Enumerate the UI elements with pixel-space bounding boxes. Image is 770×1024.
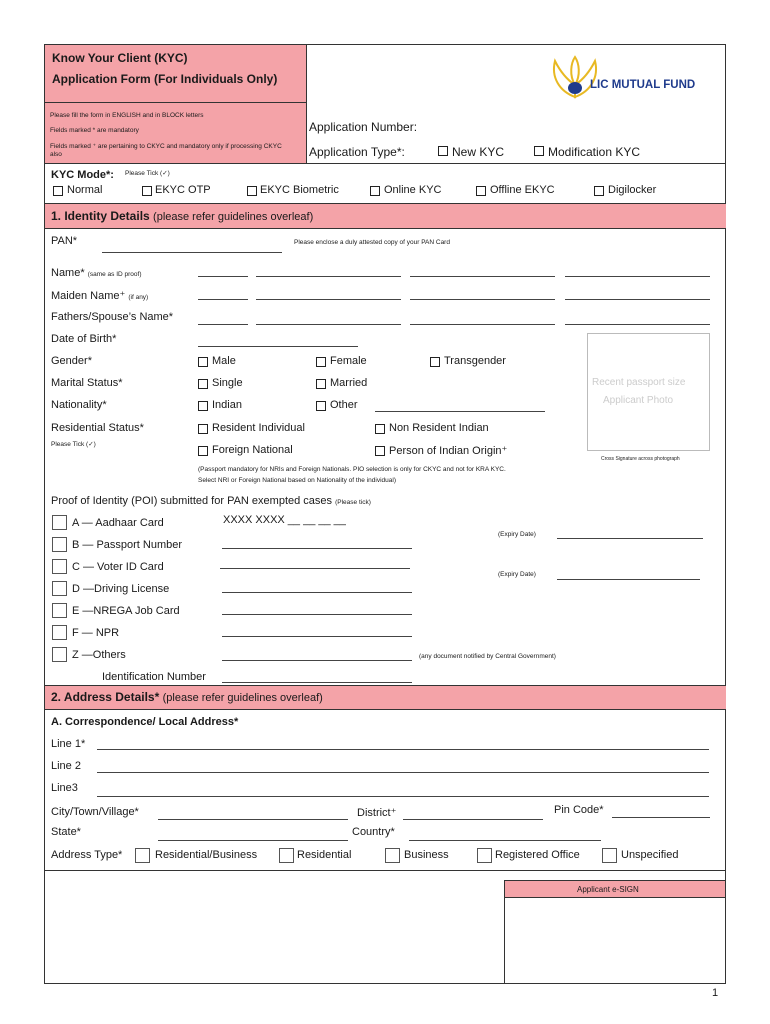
name-title-field[interactable] — [198, 276, 248, 277]
poi-others-label: Z —Others — [72, 649, 126, 661]
line3-label: Line3 — [51, 782, 78, 794]
kyc-normal-checkbox[interactable] — [53, 186, 63, 196]
resident-individual-label: Resident Individual — [212, 422, 305, 434]
kyc-mode-digilocker: Digilocker — [608, 184, 657, 196]
address-line3-field[interactable] — [97, 796, 709, 797]
nationality-other-label: Other — [330, 399, 358, 411]
nationality-indian-checkbox[interactable] — [198, 401, 208, 411]
npr-number-field[interactable] — [222, 636, 412, 637]
form-subtitle: Application Form (For Individuals Only) — [52, 72, 278, 86]
addr-type-residential: Residential — [297, 849, 352, 861]
addr-type-unspecified-checkbox[interactable] — [602, 848, 617, 863]
pan-label: PAN* — [51, 235, 78, 247]
gender-male-label: Male — [212, 355, 236, 367]
note-mandatory: Fields marked * are mandatory — [50, 127, 139, 134]
pio-checkbox[interactable] — [375, 446, 385, 456]
license-expiry-field[interactable] — [557, 579, 700, 580]
poi-passport-checkbox[interactable] — [52, 537, 67, 552]
poi-label: Proof of Identity (POI) submitted for PAN exempted cases (Please tick) — [51, 495, 371, 507]
new-kyc-checkbox[interactable] — [438, 146, 448, 156]
name-last-field[interactable] — [565, 276, 710, 277]
page-number: 1 — [712, 987, 719, 999]
address-line2-field[interactable] — [97, 772, 709, 773]
resident-individual-checkbox[interactable] — [198, 424, 208, 434]
logo-text: LIC MUTUAL FUND — [590, 79, 696, 91]
poi-nrega-checkbox[interactable] — [52, 603, 67, 618]
dob-field[interactable] — [198, 346, 358, 347]
application-number-label: Application Number: — [309, 120, 418, 134]
marital-status-label: Marital Status* — [51, 377, 123, 389]
expiry-label-1: (Expiry Date) — [498, 531, 536, 538]
district-field[interactable] — [403, 819, 543, 820]
name-label: Name* (same as ID proof) — [51, 267, 142, 279]
poi-npr-checkbox[interactable] — [52, 625, 67, 640]
dob-label: Date of Birth* — [51, 333, 117, 345]
state-field[interactable] — [158, 840, 348, 841]
modification-kyc-checkbox[interactable] — [534, 146, 544, 156]
kyc-mode-normal: Normal — [67, 184, 103, 196]
kyc-offline-ekyc-checkbox[interactable] — [476, 186, 486, 196]
addr-type-registered-office: Registered Office — [495, 849, 580, 861]
address-heading: 2. Address Details* (please refer guidelines overleaf) — [51, 690, 323, 704]
poi-aadhaar-label: A — Aadhaar Card — [72, 517, 164, 529]
maiden-title-field[interactable] — [198, 299, 248, 300]
note-ckyc: Fields marked ⁺ are pertaining to CKYC and mandatory only if processing CKYC — [50, 143, 282, 150]
father-middle-field[interactable] — [410, 324, 555, 325]
kyc-mode-tick: Please Tick (✓) — [125, 170, 170, 177]
gender-transgender-label: Transgender — [444, 355, 506, 367]
country-field[interactable] — [409, 840, 601, 841]
form-title: Know Your Client (KYC) — [52, 51, 188, 65]
pan-note: Please enclose a duly attested copy of your PAN Card — [294, 239, 450, 246]
addr-type-residential-business-checkbox[interactable] — [135, 848, 150, 863]
gender-male-checkbox[interactable] — [198, 357, 208, 367]
photo-text-1: Recent passport size — [592, 377, 686, 388]
kyc-ekyc-otp-checkbox[interactable] — [142, 186, 152, 196]
application-type-label: Application Type*: — [309, 145, 405, 159]
maiden-last-field[interactable] — [565, 299, 710, 300]
residential-status-label: Residential Status* — [51, 422, 144, 434]
father-first-field[interactable] — [256, 324, 401, 325]
kyc-mode-ekyc-biometric: EKYC Biometric — [260, 184, 339, 196]
poi-nrega-label: E —NREGA Job Card — [72, 605, 180, 617]
line1-label: Line 1* — [51, 738, 86, 750]
note-ckyc-also: also — [50, 151, 62, 158]
passport-number-field[interactable] — [222, 548, 412, 549]
kyc-ekyc-biometric-checkbox[interactable] — [247, 186, 257, 196]
kyc-online-checkbox[interactable] — [370, 186, 380, 196]
father-last-field[interactable] — [565, 324, 710, 325]
marital-married-checkbox[interactable] — [316, 379, 326, 389]
note-english: Please fill the form in ENGLISH and in BLOCK letters — [50, 112, 204, 119]
foreign-national-checkbox[interactable] — [198, 446, 208, 456]
identification-number-label: Identification Number — [102, 671, 206, 683]
poi-voter-checkbox[interactable] — [52, 559, 67, 574]
others-note: (any document notified by Central Government) — [419, 653, 556, 660]
state-label: State* — [51, 826, 81, 838]
district-label: District⁺ — [357, 807, 397, 819]
addr-type-business: Business — [404, 849, 449, 861]
poi-voter-label: C — Voter ID Card — [72, 561, 164, 573]
others-document-field[interactable] — [222, 660, 412, 661]
nri-checkbox[interactable] — [375, 424, 385, 434]
poi-aadhaar-checkbox[interactable] — [52, 515, 67, 530]
pin-code-label: Pin Code* — [554, 804, 604, 816]
kyc-mode-offline-ekyc: Offline EKYC — [490, 184, 555, 196]
cross-signature-note: Cross Signature across photograph — [601, 456, 680, 462]
gender-female-label: Female — [330, 355, 367, 367]
pin-code-field[interactable] — [612, 817, 710, 818]
new-kyc-label: New KYC — [452, 145, 505, 159]
name-first-field[interactable] — [256, 276, 401, 277]
photo-box[interactable] — [587, 333, 710, 451]
nationality-indian-label: Indian — [212, 399, 242, 411]
identification-number-field[interactable] — [222, 682, 412, 683]
maiden-first-field[interactable] — [256, 299, 401, 300]
esign-box[interactable] — [504, 897, 726, 984]
marital-married-label: Married — [330, 377, 368, 389]
city-label: City/Town/Village* — [51, 806, 139, 818]
residential-footnote-1: (Passport mandatory for NRIs and Foreign Nationals. PIO selection is only for CKYC and not for KRA KYC. — [198, 466, 506, 473]
poi-npr-label: F — NPR — [72, 627, 120, 639]
addr-type-residential-business: Residential/Business — [155, 849, 258, 861]
marital-single-checkbox[interactable] — [198, 379, 208, 389]
gender-female-checkbox[interactable] — [316, 357, 326, 367]
modification-kyc-label: Modification KYC — [548, 145, 641, 159]
addr-type-registered-office-checkbox[interactable] — [477, 848, 492, 863]
nri-label: Non Resident Indian — [389, 422, 489, 434]
nrega-number-field[interactable] — [222, 614, 412, 615]
poi-passport-label: B — Passport Number — [72, 539, 183, 551]
kyc-mode-label: KYC Mode*: — [51, 169, 114, 181]
father-title-field[interactable] — [198, 324, 248, 325]
aadhaar-mask: XXXX XXXX __ __ __ __ — [223, 514, 346, 526]
marital-single-label: Single — [212, 377, 243, 389]
name-middle-field[interactable] — [410, 276, 555, 277]
correspondence-address-label: A. Correspondence/ Local Address* — [51, 716, 239, 728]
gender-label: Gender* — [51, 355, 92, 367]
gender-transgender-checkbox[interactable] — [430, 357, 440, 367]
addr-type-residential-checkbox[interactable] — [279, 848, 294, 863]
country-label: Country* — [352, 826, 395, 838]
poi-others-checkbox[interactable] — [52, 647, 67, 662]
residential-tick: Please Tick (✓) — [51, 441, 96, 448]
nationality-other-checkbox[interactable] — [316, 401, 326, 411]
nationality-other-field[interactable] — [375, 411, 545, 412]
line2-label: Line 2 — [51, 760, 81, 772]
photo-text-2: Applicant Photo — [603, 395, 674, 406]
address-type-label: Address Type* — [51, 849, 123, 861]
pan-field[interactable] — [102, 252, 282, 253]
passport-expiry-field[interactable] — [557, 538, 703, 539]
foreign-national-label: Foreign National — [212, 444, 293, 456]
kyc-mode-ekyc-otp: EKYC OTP — [155, 184, 211, 196]
father-spouse-label: Fathers/Spouse’s Name* — [51, 311, 174, 323]
pio-label: Person of Indian Origin⁺ — [389, 445, 508, 457]
esign-label: Applicant e-SIGN — [577, 885, 639, 894]
kyc-digilocker-checkbox[interactable] — [594, 186, 604, 196]
license-number-field[interactable] — [222, 592, 412, 593]
identity-heading: 1. Identity Details (please refer guidelines overleaf) — [51, 209, 314, 223]
voter-id-field[interactable] — [220, 568, 410, 569]
maiden-name-label: Maiden Name⁺ (if any) — [51, 290, 149, 302]
addr-type-business-checkbox[interactable] — [385, 848, 400, 863]
nationality-label: Nationality* — [51, 399, 107, 411]
address-line1-field[interactable] — [97, 749, 709, 750]
addr-type-unspecified: Unspecified — [621, 849, 679, 861]
city-field[interactable] — [158, 819, 348, 820]
kyc-mode-online: Online KYC — [384, 184, 442, 196]
poi-license-checkbox[interactable] — [52, 581, 67, 596]
expiry-label-2: (Expiry Date) — [498, 571, 536, 578]
maiden-middle-field[interactable] — [410, 299, 555, 300]
residential-footnote-2: Select NRI or Foreign National based on Nationality of the individual) — [198, 477, 396, 484]
poi-license-label: D —Driving License — [72, 583, 170, 595]
